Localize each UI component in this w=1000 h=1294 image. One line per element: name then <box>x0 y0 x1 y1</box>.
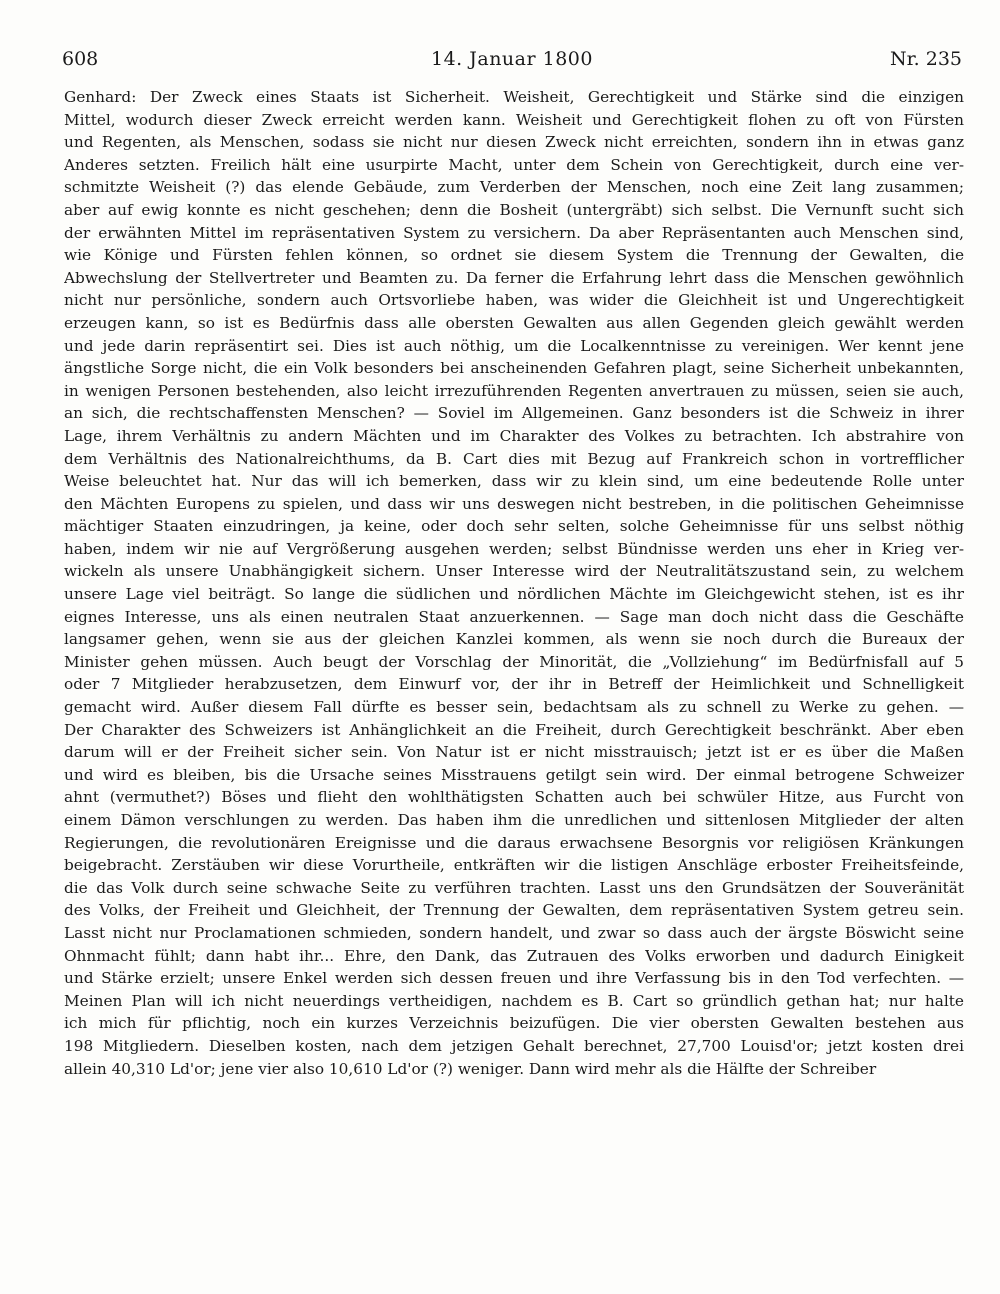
text-line: wickeln als unsere Unabhängigkeit sichern. Unser Interesse wird der Neutralitätszustand sein, zu welchem <box>64 562 964 581</box>
text-line: eignes Interesse, uns als einen neutralen Staat anzuerkennen. — Sage man doch nicht dass die Geschäfte <box>64 607 964 626</box>
text-line: dem Verhältnis des Nationalreichthums, da B. Cart dies mit Bezug auf Frankreich schon in vortrefflicher <box>64 449 964 468</box>
text-line: den Mächten Europens zu spielen, und dass wir uns deswegen nicht bestreben, in die politischen Geheimnisse <box>64 494 964 513</box>
running-head <box>62 48 962 72</box>
text-line: ängstliche Sorge nicht, die ein Volk besonders bei anscheinenden Gefahren plagt, seine Sicherheit unbekannten, <box>64 359 964 378</box>
text-line: Mittel, wodurch dieser Zweck erreicht werden kann. Weisheit und Gerechtigkeit flohen zu oft von Fürsten <box>64 110 964 129</box>
text-line: schmitzte Weisheit (?) das elende Gebäude, zum Verderben der Menschen, noch eine Zeit lang zusammen; <box>64 178 964 197</box>
text-line: Minister gehen müssen. Auch beugt der Vorschlag der Minorität, die „Vollziehung“ im Bedürfnisfall auf 5 <box>64 652 964 671</box>
text-line: wie Könige und Fürsten fehlen können, so ordnet sie diesem System die Trennung der Gewalten, die <box>64 246 964 265</box>
text-line: Meinen Plan will ich nicht neuerdings vertheidigen, nachdem es B. Cart so gründlich gethan hat; nur halte <box>64 991 964 1010</box>
text-line: Regierungen, die revolutionären Ereignisse und die daraus erwachsene Besorgnis vor religiösen Kränkungen <box>64 833 964 852</box>
text-line: in wenigen Personen bestehenden, also leicht irrezuführenden Regenten anvertrauen zu müssen, seien sie auch, <box>64 381 964 400</box>
text-line: und wird es bleiben, bis die Ursache seines Misstrauens getilgt sein wird. Der einmal betrogene Schweizer <box>64 765 964 784</box>
text-line: und Stärke erzielt; unsere Enkel werden sich dessen freuen und ihre Verfassung bis in den Tod verfechten. — <box>64 969 964 988</box>
page-number: 608 <box>62 48 99 70</box>
text-line: 198 Mitgliedern. Dieselben kosten, nach dem jetzigen Gehalt berechnet, 27,700 Louisd'or; jetzt kosten drei <box>64 1036 964 1055</box>
text-line: nicht nur persönliche, sondern auch Ortsvorliebe haben, was wider die Gleichheit ist und Ungerechtigkeit <box>64 291 964 310</box>
text-line: erzeugen kann, so ist es Bedürfnis dass alle obersten Gewalten aus allen Gegenden gleich gewählt werden <box>64 313 964 332</box>
text-line: und Regenten, als Menschen, sodass sie nicht nur diesen Zweck nicht erreichten, sondern ihn in etwas ganz <box>64 133 964 152</box>
body-text <box>64 86 964 1080</box>
text-line: der erwähnten Mittel im repräsentativen System zu versichern. Da aber Repräsentanten auch Menschen sind, <box>64 223 964 242</box>
document-number: Nr. 235 <box>890 48 962 70</box>
text-line: Weise beleuchtet hat. Nur das will ich bemerken, dass wir zu klein sind, um eine bedeutende Rolle unter <box>64 472 964 491</box>
text-line: beigebracht. Zerstäuben wir diese Vorurtheile, entkräften wir die listigen Anschläge erboster Freiheitsfeinde, <box>64 856 964 875</box>
text-line: langsamer gehen, wenn sie aus der gleichen Kanzlei kommen, als wenn sie noch durch die Bureaux der <box>64 630 964 649</box>
text-line: gemacht wird. Außer diesem Fall dürfte es besser sein, bedachtsam als zu schnell zu Werke zu gehen. — <box>64 698 964 717</box>
text-line: ich mich für pflichtig, noch ein kurzes Verzeichnis beizufügen. Die vier obersten Gewalten bestehen aus <box>64 1014 964 1033</box>
text-line: Anderes setzten. Freilich hält eine usurpirte Macht, unter dem Schein von Gerechtigkeit, durch eine ver- <box>64 155 964 174</box>
text-line: haben, indem wir nie auf Vergrößerung ausgehen werden; selbst Bündnisse werden uns eher in Krieg ver- <box>64 539 964 558</box>
text-line: Lasst nicht nur Proclamationen schmieden, sondern handelt, und zwar so dass auch der ärgste Böswicht seine <box>64 923 964 942</box>
text-line: Der Charakter des Schweizers ist Anhänglichkeit an die Freiheit, durch Gerechtigkeit beschränkt. Aber eben <box>64 720 964 739</box>
text-line: Ohnmacht fühlt; dann habt ihr... Ehre, den Dank, das Zutrauen des Volks erworben und dadurch Einigkeit <box>64 946 964 965</box>
text-line: des Volks, der Freiheit und Gleichheit, der Trennung der Gewalten, dem repräsentativen System getreu sein. <box>64 901 964 920</box>
text-line: Genhard: Der Zweck eines Staats ist Sicherheit. Weisheit, Gerechtigkeit und Stärke sind die einzigen <box>64 88 964 106</box>
text-line: allein 40,310 Ld'or; jene vier also 10,610 Ld'or (?) weniger. Dann wird mehr als die Hälfte der Schreiber <box>64 1059 877 1078</box>
text-line: Lage, ihrem Verhältnis zu andern Mächten und im Charakter des Volkes zu betrachten. Ich abstrahire von <box>64 426 964 445</box>
text-line: ahnt (vermuthet?) Böses und flieht den wohlthätigsten Schatten auch bei schwüler Hitze, aus Furcht von <box>64 788 964 807</box>
text-line: oder 7 Mitglieder herabzusetzen, dem Einwurf vor, der ihr in Betreff der Heimlichkeit und Schnelligkeit <box>64 675 964 694</box>
text-line: aber auf ewig konnte es nicht geschehen; denn die Bosheit (untergräbt) sich selbst. Die Vernunft sucht sich <box>64 200 964 219</box>
text-line: die das Volk durch seine schwache Seite zu verführen trachten. Lasst uns den Grundsätzen der Souveränität <box>64 878 964 897</box>
text-line: unsere Lage viel beiträgt. So lange die südlichen und nördlichen Mächte im Gleichgewicht stehen, ist es ihr <box>64 585 964 604</box>
text-line: einem Dämon verschlungen zu werden. Das haben ihm die unredlichen und sittenlosen Mitglieder der alten <box>64 811 964 829</box>
text-line: mächtiger Staaten einzudringen, ja keine, oder doch sehr selten, solche Geheimnisse für uns selbst nöthig <box>64 517 964 536</box>
text-line: und jede darin repräsentirt sei. Dies ist auch nöthig, um die Localkenntnisse zu vereinigen. Wer kennt jene <box>64 336 964 355</box>
header-date: 14. Januar 1800 <box>431 48 593 70</box>
text-line: an sich, die rechtschaffensten Menschen? — Soviel im Allgemeinen. Ganz besonders ist die Schweiz in ihrer <box>64 404 964 423</box>
text-line: Abwechslung der Stellvertreter und Beamten zu. Da ferner die Erfahrung lehrt dass die Menschen gewöhnlich <box>64 268 964 287</box>
text-line: darum will er der Freiheit sicher sein. Von Natur ist er nicht misstrauisch; jetzt ist er es über die Maßen <box>64 743 964 762</box>
